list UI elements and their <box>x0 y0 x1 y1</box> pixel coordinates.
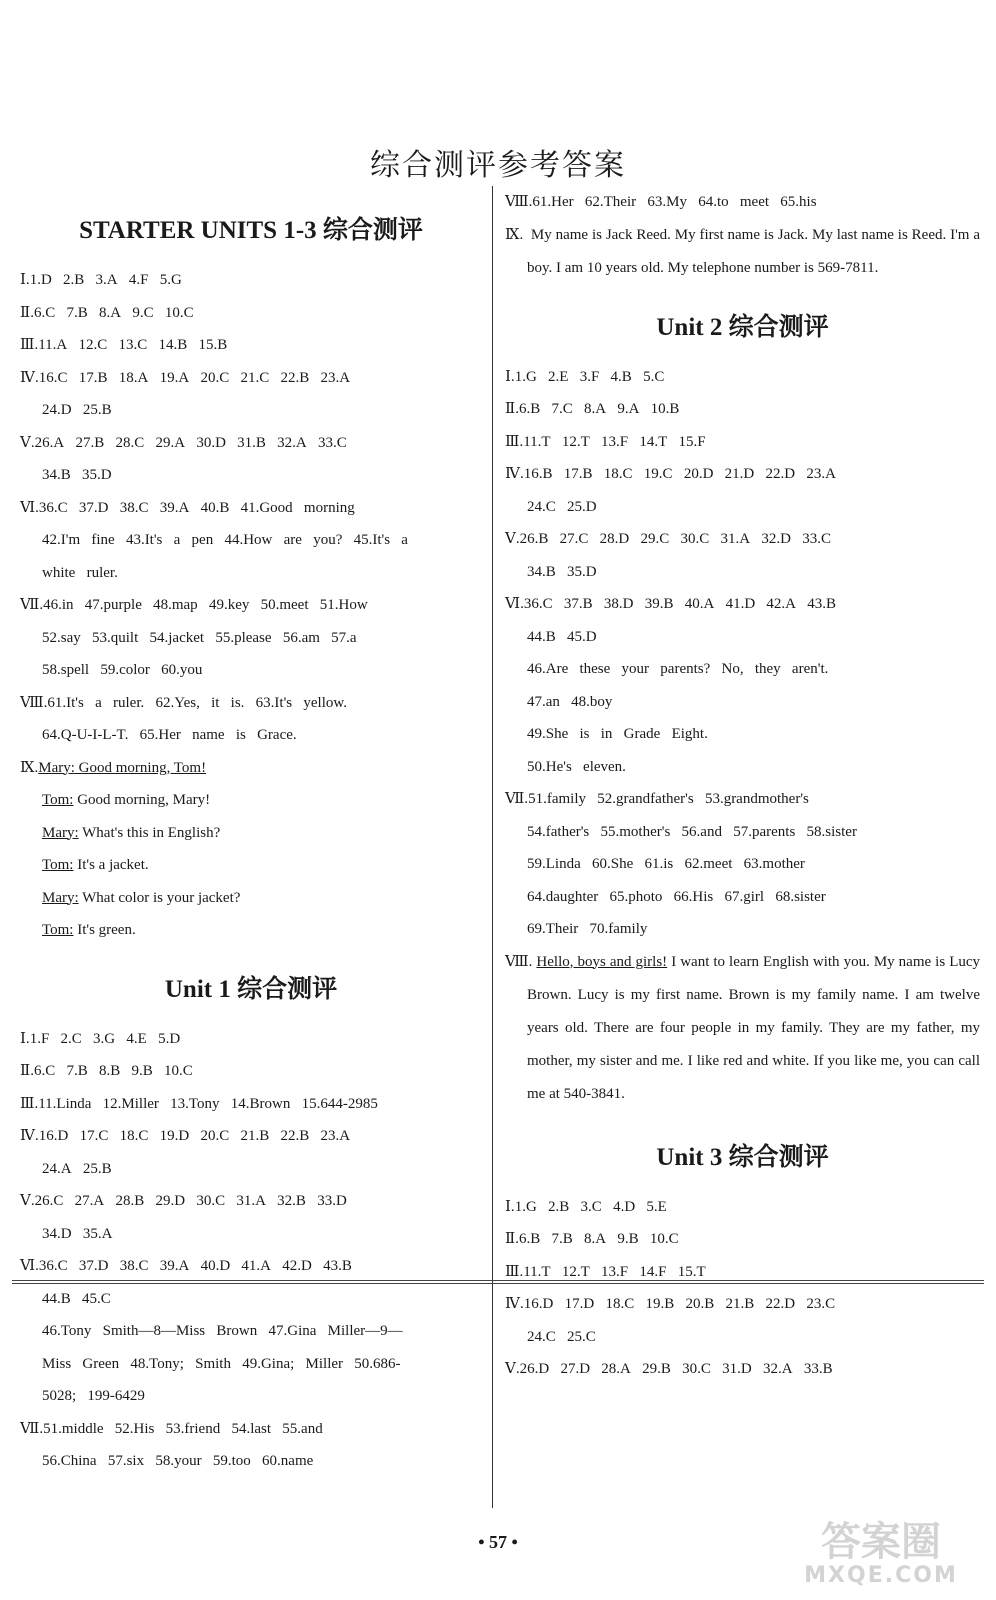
answer-line: 46.Tony Smith—8—Miss Brown 47.Gina Miller—9— <box>42 1323 403 1339</box>
answer-line: Ⅷ.61.It's a ruler. 62.Yes, it is. 63.It's yellow. <box>20 694 347 711</box>
answer-line: Ⅲ.11.T 12.T 13.F 14.F 15.T <box>505 1263 706 1280</box>
answer-line: 69.Their 70.family <box>527 921 648 937</box>
right-column <box>505 186 980 1386</box>
answer-line: Ⅳ.16.D 17.D 18.C 19.B 20.B 21.B 22.D 23.C <box>505 1296 836 1312</box>
answer-line: 50.He's eleven. <box>527 758 626 775</box>
answer-line: 46.Are these your parents? No, they aren't. <box>527 661 829 677</box>
section-title-unit2: Unit 2 综合测评 <box>656 313 829 341</box>
roman-label: Ⅸ. <box>20 759 39 776</box>
answer-line: Ⅴ.26.B 27.C 28.D 29.C 30.C 31.A 32.D 33.C <box>505 531 831 547</box>
answer-line: Ⅵ.36.C 37.D 38.C 39.A 40.B 41.Good morning <box>20 499 355 516</box>
speaker-name: Mary: <box>42 889 79 906</box>
answer-line: Ⅲ.11.T 12.T 13.F 14.T 15.F <box>505 433 706 450</box>
answer-line: 59.Linda 60.She 61.is 62.meet 63.mother <box>527 856 805 872</box>
answer-line: Ⅰ.1.F 2.C 3.G 4.E 5.D <box>20 1030 181 1047</box>
speaker-text: What color is your jacket? <box>78 889 241 906</box>
speaker-text: What's this in English? <box>78 824 221 841</box>
answer-line: Ⅱ.6.B 7.C 8.A 9.A 10.B <box>505 401 680 417</box>
unit2-answers <box>505 361 980 946</box>
speaker-text: Good morning, Tom! <box>74 759 207 776</box>
section-title-unit1: Unit 1 综合测评 <box>164 975 338 1003</box>
speaker-text: It's a jacket. <box>73 857 149 873</box>
unit2-writing-answer: Ⅷ. Hello, boys and girls! I want to learn English with you. My name is Lucy Brown. Lucy is my first name. Brown is my family name. I am twelve years old. There are four people in my family. They are my father, my mother, my sister and me. I like red and white. If you like me, you can call me at 540-3841. <box>505 953 981 1102</box>
answer-line: Ⅵ.36.C 37.D 38.C 39.A 40.D 41.A 42.D 43.B <box>20 1258 352 1274</box>
starter-writing-answer: Ⅸ. My name is Jack Reed. My first name is Jack. My last name is Reed. I'm a boy. I am 10 years old. My telephone number is 569-7811. <box>505 226 981 276</box>
answer-line: Ⅳ.16.B 17.B 18.C 19.C 20.D 21.D 22.D 23.A <box>505 466 836 482</box>
answer-line: Miss Green 48.Tony; Smith 49.Gina; Miller 50.686- <box>42 1355 401 1372</box>
starter-answers <box>20 264 482 752</box>
answer-line: 58.spell 59.color 60.you <box>42 662 203 678</box>
answer-line: 44.B 45.C <box>42 1290 111 1307</box>
page-number: • 57 • <box>478 1532 518 1552</box>
speaker-name: Tom: <box>42 792 74 808</box>
answer-line: 5028; 199-6429 <box>42 1388 145 1404</box>
speaker-name: Mary: <box>38 759 75 776</box>
speaker-name: Tom: <box>42 857 74 873</box>
answer-line: Ⅴ.26.A 27.B 28.C 29.A 30.D 31.B 32.A 33.C <box>20 434 347 451</box>
answer-line: Ⅱ.6.C 7.B 8.B 9.B 10.C <box>20 1063 193 1079</box>
answer-line: 64.Q-U-I-L-T. 65.Her name is Grace. <box>42 727 297 743</box>
dialogue-line <box>20 914 482 947</box>
speaker-name: Tom: <box>42 922 74 938</box>
answer-line: Ⅳ.16.D 17.C 18.C 19.D 20.C 21.B 22.B 23.A <box>20 1128 351 1144</box>
dialogue-line <box>20 849 482 882</box>
answer-line: 34.B 35.D <box>527 563 597 580</box>
dialogue-line <box>20 882 482 915</box>
unit3-answers <box>505 1191 980 1386</box>
section-title-starter: STARTER UNITS 1-3 综合测评 <box>79 217 423 244</box>
answer-line: 24.C 25.C <box>527 1328 596 1345</box>
dialogue-line <box>20 752 482 785</box>
answer-line: 49.She is in Grade Eight. <box>527 726 708 742</box>
answer-line: Ⅲ.11.Linda 12.Miller 13.Tony 14.Brown 15.644-2985 <box>20 1095 378 1112</box>
answer-line: 24.A 25.B <box>42 1160 112 1177</box>
answer-line: Ⅶ.51.family 52.grandfather's 53.grandmother's <box>505 791 809 807</box>
starter-dialogue <box>20 752 482 947</box>
answer-line: Ⅳ.16.C 17.B 18.A 19.A 20.C 21.C 22.B 23.A <box>20 369 351 386</box>
answer-line: Ⅶ.51.middle 52.His 53.friend 54.last 55.and <box>20 1420 323 1437</box>
answer-line: Ⅰ.1.D 2.B 3.A 4.F 5.G <box>20 272 182 288</box>
section-title-unit3: Unit 3 综合测评 <box>656 1143 829 1171</box>
answer-line: 24.D 25.B <box>42 402 112 418</box>
dialogue-line <box>20 784 482 817</box>
unit1-answers <box>20 1023 482 1478</box>
starter-continued-answers <box>505 186 980 219</box>
answer-line: 44.B 45.D <box>527 628 597 645</box>
answer-line: Ⅶ.46.in 47.purple 48.map 49.key 50.meet 51.How <box>20 597 368 613</box>
answer-line: 24.C 25.D <box>527 498 597 515</box>
answer-line: Ⅴ.26.D 27.D 28.A 29.B 30.C 31.D 32.A 33.B <box>505 1361 833 1377</box>
answer-line: 52.say 53.quilt 54.jacket 55.please 56.am 57.a <box>42 629 357 646</box>
speaker-text: Good morning, Mary! <box>73 792 211 808</box>
answer-line: Ⅷ.61.Her 62.Their 63.My 64.to meet 65.his <box>505 194 817 210</box>
answer-line: 64.daughter 65.photo 66.His 67.girl 68.sister <box>527 888 826 905</box>
answer-line: Ⅰ.1.G 2.B 3.C 4.D 5.E <box>505 1198 667 1215</box>
answer-line: 47.an 48.boy <box>527 693 613 710</box>
left-column <box>20 186 482 1478</box>
answer-line: 34.D 35.A <box>42 1225 113 1242</box>
answer-line: Ⅴ.26.C 27.A 28.B 29.D 30.C 31.A 32.B 33.D <box>20 1193 347 1209</box>
answer-line: white ruler. <box>42 564 118 581</box>
speaker-name: Mary: <box>42 824 79 841</box>
watermark-logo: 答案圈 MXQE.COM <box>804 1519 958 1588</box>
speaker-text: It's green. <box>73 922 136 938</box>
dialogue-line <box>20 817 482 850</box>
answer-line: Ⅱ.6.B 7.B 8.A 9.B 10.C <box>505 1231 679 1247</box>
page-title: 综合测评参考答案 <box>370 149 626 183</box>
answer-line: Ⅱ.6.C 7.B 8.A 9.C 10.C <box>20 304 194 321</box>
answer-line: Ⅰ.1.G 2.E 3.F 4.B 5.C <box>505 368 665 385</box>
answer-line: 56.China 57.six 58.your 59.too 60.name <box>42 1453 314 1469</box>
answer-line: 34.B 35.D <box>42 467 112 483</box>
answer-line: 42.I'm fine 43.It's a pen 44.How are you? 45.It's a <box>42 532 408 548</box>
column-divider <box>492 186 493 1508</box>
answer-line: Ⅵ.36.C 37.B 38.D 39.B 40.A 41.D 42.A 43.B <box>505 596 837 612</box>
answer-line: Ⅲ.11.A 12.C 13.C 14.B 15.B <box>20 337 228 353</box>
answer-line: 54.father's 55.mother's 56.and 57.parents 58.sister <box>527 823 857 840</box>
